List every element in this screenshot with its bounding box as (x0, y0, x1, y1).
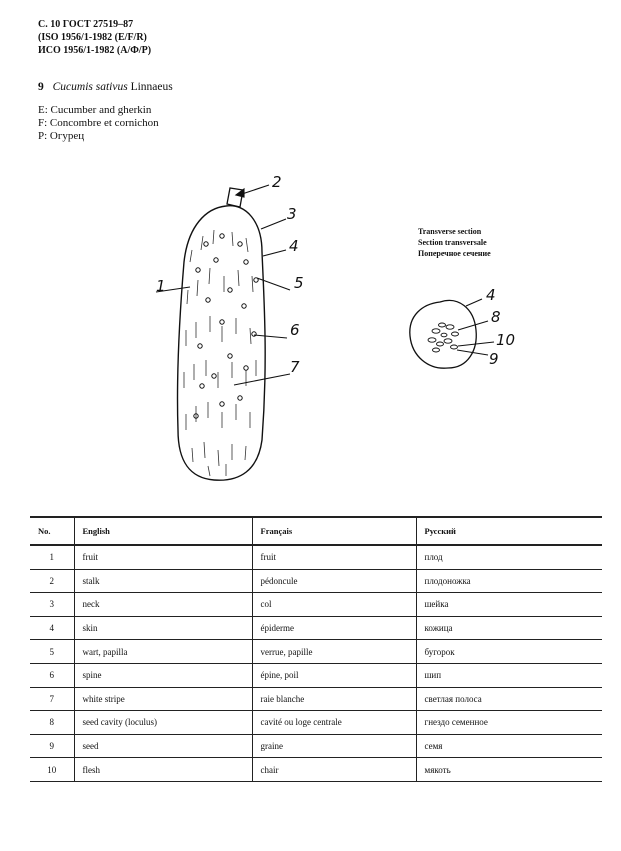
cell-french: verrue, papille (252, 640, 416, 664)
table-row (30, 663, 602, 687)
cell-no: 8 (30, 711, 74, 735)
cell-english: flesh (74, 758, 252, 782)
label-5: 5 (294, 274, 304, 292)
section-label-8: 8 (491, 308, 501, 326)
label-3: 3 (287, 205, 297, 223)
cell-russian: плод (416, 545, 602, 569)
section-caption-english: Transverse section (418, 227, 482, 236)
cell-english: white stripe (74, 687, 252, 711)
fruit-outline (177, 206, 265, 481)
table-row (30, 687, 602, 711)
terms-table (30, 516, 602, 782)
col-header-french: Français (252, 517, 416, 545)
header-line-2: (ISO 1956/1-1982 (E/F/R) (38, 32, 147, 43)
stalk-drawing (227, 188, 243, 207)
cell-french: pédoncule (252, 569, 416, 593)
table-row (30, 711, 602, 735)
cell-no: 1 (30, 545, 74, 569)
header-line-1: С. 10 ГОСТ 27519–87 (38, 19, 134, 30)
cell-french: épiderme (252, 616, 416, 640)
cell-english: stalk (74, 569, 252, 593)
cell-french: fruit (252, 545, 416, 569)
cell-russian: мякоть (416, 758, 602, 782)
section-caption-russian: Поперечное сечение (418, 249, 491, 258)
cell-english: seed cavity (loculus) (74, 711, 252, 735)
table-row (30, 545, 602, 569)
col-header-no: No. (30, 517, 74, 545)
species-number: 9 (38, 81, 44, 93)
cell-no: 10 (30, 758, 74, 782)
col-header-russian: Русский (416, 517, 602, 545)
label-7: 7 (290, 358, 300, 376)
cell-no: 2 (30, 569, 74, 593)
cell-english: neck (74, 593, 252, 617)
cell-french: chair (252, 758, 416, 782)
label-2: 2 (272, 173, 282, 191)
cell-french: raie blanche (252, 687, 416, 711)
cell-russian: семя (416, 734, 602, 758)
table-row (30, 569, 602, 593)
label-4: 4 (289, 237, 299, 255)
section-label-10: 10 (496, 331, 516, 349)
col-header-english: English (74, 517, 252, 545)
common-name-russian: P: Огурец (38, 130, 85, 142)
species-author: Linnaeus (130, 81, 173, 93)
cell-russian: плодоножка (416, 569, 602, 593)
cell-russian: светлая полоса (416, 687, 602, 711)
cell-no: 5 (30, 640, 74, 664)
common-name-english: E: Cucumber and gherkin (38, 104, 152, 116)
cell-french: cavité ou loge centrale (252, 711, 416, 735)
cell-french: graine (252, 734, 416, 758)
label-1: 1 (156, 277, 166, 295)
cell-english: fruit (74, 545, 252, 569)
cell-no: 7 (30, 687, 74, 711)
cell-french: col (252, 593, 416, 617)
header-line-3: ИСО 1956/1-1982 (А/Ф/Р) (38, 45, 152, 56)
table-row (30, 593, 602, 617)
table-header-row (30, 517, 602, 545)
species-latin-name: Cucumis sativus (52, 81, 128, 93)
label-6: 6 (290, 321, 300, 339)
cell-english: spine (74, 663, 252, 687)
cell-russian: шип (416, 663, 602, 687)
section-outline (410, 300, 476, 368)
cell-no: 4 (30, 616, 74, 640)
cell-russian: гнездо семенное (416, 711, 602, 735)
cell-french: épine, poil (252, 663, 416, 687)
cell-russian: шейка (416, 593, 602, 617)
cell-english: seed (74, 734, 252, 758)
cell-no: 6 (30, 663, 74, 687)
cell-english: wart, papilla (74, 640, 252, 664)
section-label-9: 9 (489, 350, 499, 368)
table-row (30, 616, 602, 640)
table-row (30, 758, 602, 782)
table-row (30, 640, 602, 664)
cell-english: skin (74, 616, 252, 640)
common-name-french: F: Concombre et cornichon (38, 117, 159, 129)
section-label-4: 4 (486, 286, 496, 304)
cell-russian: бугорок (416, 640, 602, 664)
section-caption-french: Section transversale (418, 238, 487, 247)
table-row (30, 734, 602, 758)
cell-russian: кожица (416, 616, 602, 640)
cell-no: 9 (30, 734, 74, 758)
cell-no: 3 (30, 593, 74, 617)
